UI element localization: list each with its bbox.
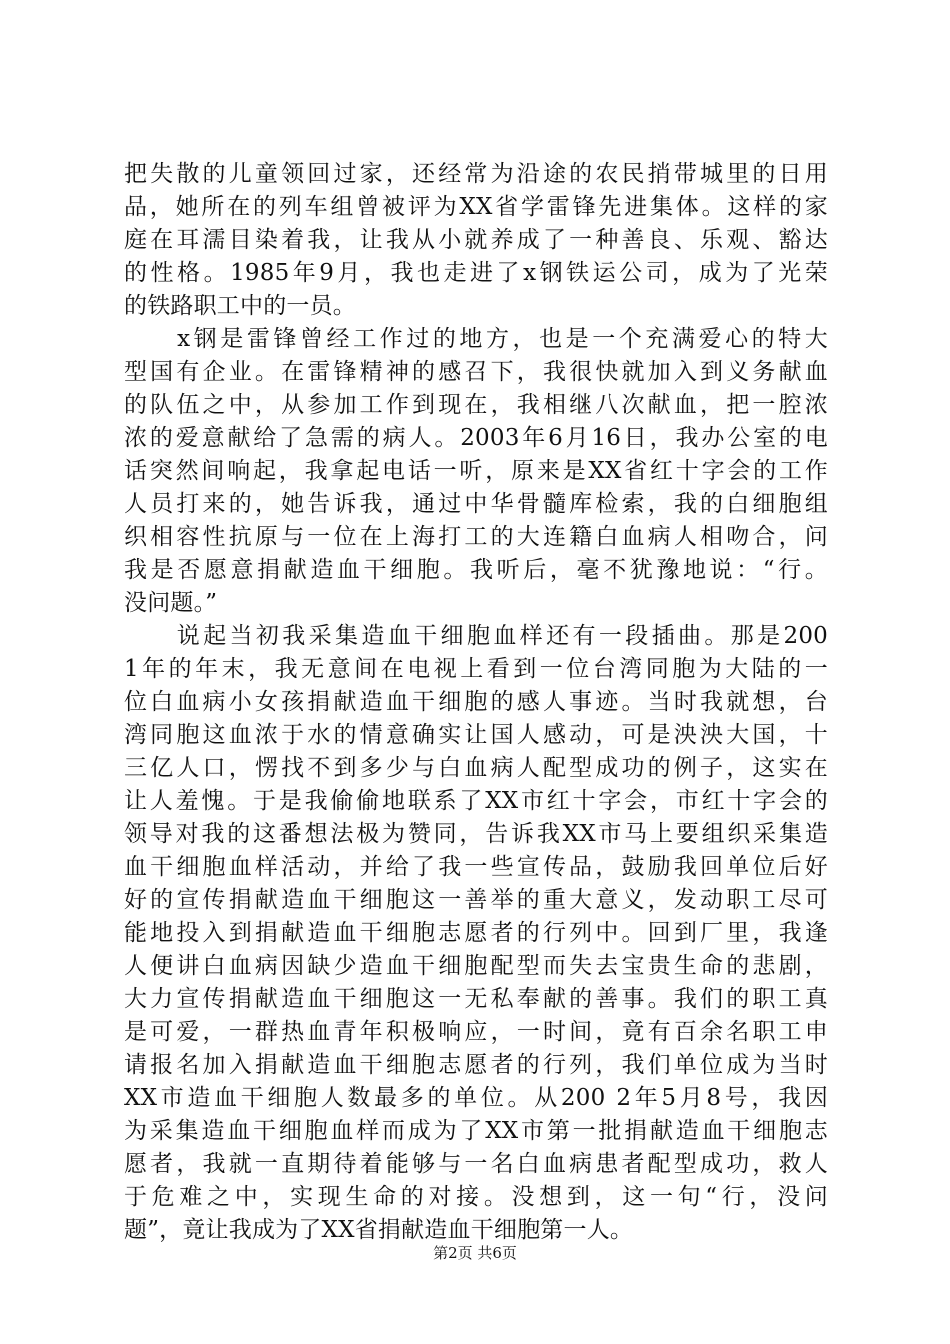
text-line: 的性格。1985年9月，我也走进了x钢铁运公司，成为了光荣 — [124, 260, 828, 286]
text-line: 我是否愿意捐献造血干细胞。我听后，毫不犹豫地说：“行。 — [124, 557, 828, 583]
text-line: 让人羞愧。于是我偷偷地联系了XX市红十字会，市红十字会的 — [124, 788, 828, 814]
text-line: x钢是雷锋曾经工作过的地方，也是一个充满爱心的特大 — [124, 326, 828, 352]
text-line: 品，她所在的列车组曾被评为XX省学雷锋先进集体。这样的家 — [124, 194, 828, 220]
text-line: 领导对我的这番想法极为赞同，告诉我XX市马上要组织采集造 — [124, 821, 828, 847]
text-line: 人便讲白血病因缺少造血干细胞配型而失去宝贵生命的悲剧， — [124, 953, 828, 979]
text-line: 说起当初我采集造血干细胞血样还有一段插曲。那是200 — [124, 623, 828, 649]
text-line: 织相容性抗原与一位在上海打工的大连籍白血病人相吻合，问 — [124, 524, 828, 550]
body-text — [124, 158, 828, 1247]
text-line: 好的宣传捐献造血干细胞这一善举的重大意义，发动职工尽可 — [124, 887, 828, 913]
text-line: 三亿人口，愣找不到多少与白血病人配型成功的例子，这实在 — [124, 755, 828, 781]
text-line: 浓的爱意献给了急需的病人。2003年6月16日，我办公室的电 — [124, 425, 828, 451]
text-line: 于危难之中，实现生命的对接。没想到，这一句“行，没问 — [124, 1184, 828, 1210]
text-line: 血干细胞血样活动，并给了我一些宣传品，鼓励我回单位后好 — [124, 854, 828, 880]
text-line: 没问题。” — [124, 590, 218, 616]
text-line: 能地投入到捐献造血干细胞志愿者的行列中。回到厂里，我逢 — [124, 920, 828, 946]
page-footer — [0, 1243, 950, 1263]
text-line: 愿者，我就一直期待着能够与一名白血病患者配型成功，救人 — [124, 1151, 828, 1177]
text-line: 庭在耳濡目染着我，让我从小就养成了一种善良、乐观、豁达 — [124, 227, 828, 253]
text-line: 话突然间响起，我拿起电话一听，原来是XX省红十字会的工作 — [124, 458, 828, 484]
text-line: 的队伍之中，从参加工作到现在，我相继八次献血，把一腔浓 — [124, 392, 828, 418]
text-line: 为采集造血干细胞血样而成为了XX市第一批捐献造血干细胞志 — [124, 1118, 828, 1144]
page-number-label: 第2页 共6页 — [433, 1244, 517, 1262]
text-line: 是可爱，一群热血青年积极响应，一时间，竟有百余名职工申 — [124, 1019, 828, 1045]
text-line: 把失散的儿童领回过家，还经常为沿途的农民捎带城里的日用 — [124, 161, 828, 187]
text-line: 的铁路职工中的一员。 — [124, 293, 356, 319]
text-line: 1年的年末，我无意间在电视上看到一位台湾同胞为大陆的一 — [124, 656, 828, 682]
text-line: 请报名加入捐献造血干细胞志愿者的行列，我们单位成为当时 — [124, 1052, 828, 1078]
text-line: 湾同胞这血浓于水的情意确实让国人感动，可是泱泱大国，十 — [124, 722, 828, 748]
text-line: 型国有企业。在雷锋精神的感召下，我很快就加入到义务献血 — [124, 359, 828, 385]
text-line: 位白血病小女孩捐献造血干细胞的感人事迹。当时我就想，台 — [124, 689, 828, 715]
text-line: 人员打来的，她告诉我，通过中华骨髓库检索，我的白细胞组 — [124, 491, 828, 517]
text-line: XX市造血干细胞人数最多的单位。从200 2年5月8号，我因 — [124, 1085, 828, 1111]
text-line: 大力宣传捐献造血干细胞这一无私奉献的善事。我们的职工真 — [124, 986, 828, 1012]
text-line: 题”，竟让我成为了XX省捐献造血干细胞第一人。 — [124, 1217, 634, 1243]
